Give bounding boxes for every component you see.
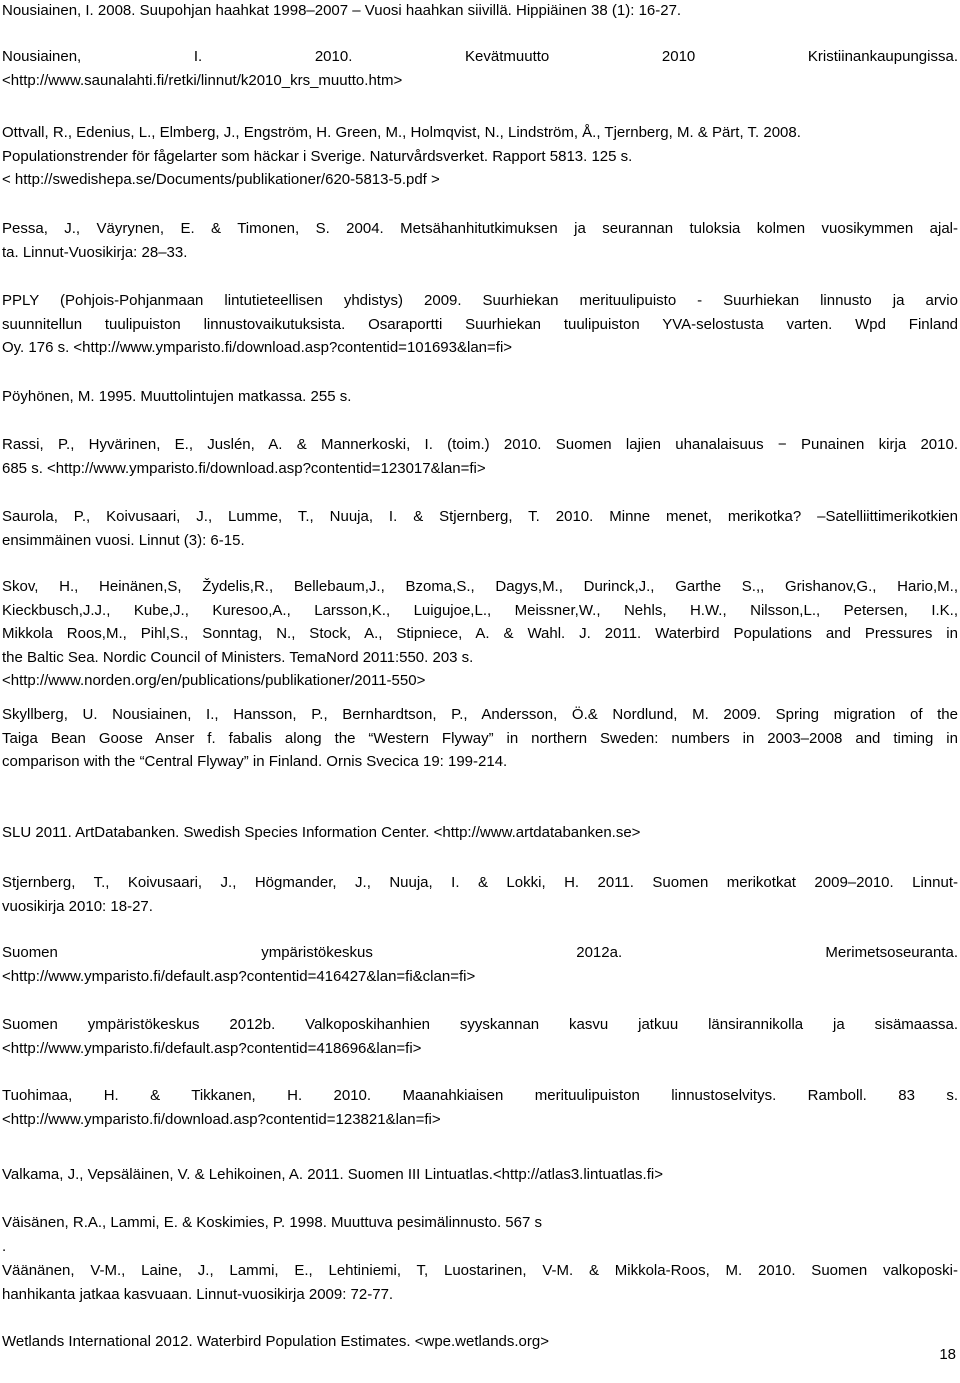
reference-line: SLU 2011. ArtDatabanken. Swedish Species Information Center. <http://www.artdatabanken.se>: [2, 824, 641, 841]
reference-line: Pöyhönen, M. 1995. Muuttolintujen matkassa. 255 s.: [2, 388, 352, 405]
reference-line: Väänänen, V-M., Laine, J., Lammi, E., Lehtiniemi, T, Luostarinen, V-M. & Mikkola-Roos, M. 2010. Suomen valkoposki-: [2, 1262, 958, 1279]
reference-line: Skyllberg, U. Nousiainen, I., Hansson, P., Bernhardtson, P., Andersson, Ö.& Nordlund, M. 2009. Spring migration of the: [2, 706, 958, 723]
reference-line: Suomen ympäristökeskus 2012a. Merimetsoseuranta.: [2, 944, 958, 961]
reference-line: .: [2, 1237, 7, 1255]
reference-line: Ottvall, R., Edenius, L., Elmberg, J., Engström, H. Green, M., Holmqvist, N., Lindström, Å., Tjernberg, M. & Pärt, T. 2008.: [2, 124, 801, 141]
reference-line: the Baltic Sea. Nordic Council of Ministers. TemaNord 2011:550. 203 s.: [2, 648, 474, 666]
reference-url: Oy. 176 s. <http://www.ymparisto.fi/download.asp?contentid=101693&lan=fi>: [2, 339, 513, 356]
reference-line: ensimmäinen vuosi. Linnut (3): 6-15.: [2, 531, 245, 549]
reference-line: Taiga Bean Goose Anser f. fabalis along the “Western Flyway” in northern Sweden: numbers in 2003–2008 and timing in: [2, 729, 958, 747]
reference-line: Valkama, J., Vepsäläinen, V. & Lehikoinen, A. 2011. Suomen III Lintuatlas.<http://atlas3.lintuatlas.fi>: [2, 1166, 663, 1183]
reference-entry: [2, 821, 958, 845]
reference-line: hanhikanta jatkaa kasvuaan. Linnut-vuosikirja 2009: 72-77.: [2, 1285, 394, 1303]
reference-line: PPLY (Pohjois-Pohjanmaan lintutieteellisen yhdistys) 2009. Suurhiekan merituulipuisto - Suurhiekan linnusto ja arvio: [2, 292, 958, 309]
reference-url: <http://www.saunalahti.fi/retki/linnut/k2010_krs_muutto.htm>: [2, 71, 403, 89]
reference-entry: [2, 871, 958, 918]
reference-entry: [2, 121, 958, 192]
reference-line: Suomen ympäristökeskus 2012b. Valkoposkihanhien syyskannan kasvu jatkuu länsirannikolla ja sisämaassa.: [2, 1016, 958, 1033]
reference-url: 685 s. <http://www.ymparisto.fi/download.asp?contentid=123017&lan=fi>: [2, 459, 486, 477]
reference-entry: [2, 45, 958, 92]
reference-entry: [2, 941, 958, 988]
reference-entry: [2, 1211, 958, 1258]
reference-entry: [2, 575, 958, 693]
reference-line: comparison with the “Central Flyway” in Finland. Ornis Svecica 19: 199-214.: [2, 753, 508, 770]
page-number: 18: [939, 1346, 956, 1363]
reference-url: < http://swedishepa.se/Documents/publikationer/620-5813-5.pdf >: [2, 171, 440, 188]
reference-line: Wetlands International 2012. Waterbird Population Estimates. <wpe.wetlands.org>: [2, 1333, 549, 1350]
reference-entry: [2, 1163, 958, 1187]
reference-line: Skov, H., Heinänen,S, Žydelis,R., Bellebaum,J., Bzoma,S., Dagys,M., Durinck,J., Garthe S.,, Grishanov,G., Hario,M.,: [2, 578, 958, 595]
reference-line: Saurola, P., Koivusaari, J., Lumme, T., Nuuja, I. & Stjernberg, T. 2010. Minne menet, merikotka? –Satelliittimerikotkien: [2, 508, 958, 525]
reference-entry: [2, 1259, 958, 1306]
reference-line: ta. Linnut-Vuosikirja: 28–33.: [2, 243, 188, 261]
reference-url: <http://www.norden.org/en/publications/publikationer/2011-550>: [2, 672, 426, 689]
reference-line: Nousiainen, I. 2008. Suupohjan haahkat 1998–2007 – Vuosi haahkan siivillä. Hippiäinen 38 (1): 16-27.: [2, 2, 682, 19]
reference-line: Mikkola Roos,M., Pihl,S., Sonntag, N., Stock, A., Stipniece, A. & Wahl. J. 2011. Waterbird Populations and Pressures in: [2, 625, 958, 642]
reference-line: Väisänen, R.A., Lammi, E. & Koskimies, P. 1998. Muuttuva pesimälinnusto. 567 s: [2, 1214, 542, 1231]
reference-line: Tuohimaa, H. & Tikkanen, H. 2010. Maanahkiaisen merituulipuiston linnustoselvitys. Ramboll. 83 s.: [2, 1087, 958, 1104]
reference-line: Pessa, J., Väyrynen, E. & Timonen, S. 2004. Metsähanhitutkimuksen ja seurannan tuloksia kolmen vuosikymmen ajal-: [2, 220, 958, 237]
reference-url: <http://www.ymparisto.fi/default.asp?contentid=418696&lan=fi>: [2, 1039, 422, 1057]
reference-entry: [2, 505, 958, 552]
reference-entry: [2, 0, 958, 23]
reference-line: Rassi, P., Hyvärinen, E., Juslén, A. & Mannerkoski, I. (toim.) 2010. Suomen lajien uhanalaisuus − Punainen kirja 2010.: [2, 436, 958, 453]
reference-line: Stjernberg, T., Koivusaari, J., Högmander, J., Nuuja, I. & Lokki, H. 2011. Suomen merikotkat 2009–2010. Linnut-: [2, 874, 958, 891]
reference-line: Populationstrender för fågelarter som häckar i Sverige. Naturvårdsverket. Rapport 5813. 125 s.: [2, 147, 633, 165]
reference-entry: [2, 217, 958, 264]
reference-entry: [2, 1330, 958, 1354]
reference-line: Kieckbusch,J.J., Kube,J., Kuresoo,A., Larsson,K., Luigujoe,L., Meissner,W., Nehls, H.W., Nilsson,L., Petersen, I.K.,: [2, 601, 958, 619]
reference-entry: [2, 385, 958, 409]
reference-entry: [2, 703, 958, 774]
reference-entry: [2, 289, 958, 360]
reference-entry: [2, 1084, 958, 1131]
reference-entry: [2, 433, 958, 480]
reference-url: <http://www.ymparisto.fi/default.asp?contentid=416427&lan=fi&clan=fi>: [2, 967, 476, 985]
reference-line: Nousiainen, I. 2010. Kevätmuutto 2010 Kristiinankaupungissa.: [2, 48, 958, 65]
reference-entry: [2, 1013, 958, 1060]
reference-line: vuosikirja 2010: 18-27.: [2, 897, 153, 915]
reference-url: <http://www.ymparisto.fi/download.asp?contentid=123821&lan=fi>: [2, 1110, 441, 1128]
reference-line: suunnitellun tuulipuiston linnustovaikutuksista. Osaraportti Suurhiekan tuulipuiston YVA-selostusta varten. Wpd Finland: [2, 315, 958, 333]
